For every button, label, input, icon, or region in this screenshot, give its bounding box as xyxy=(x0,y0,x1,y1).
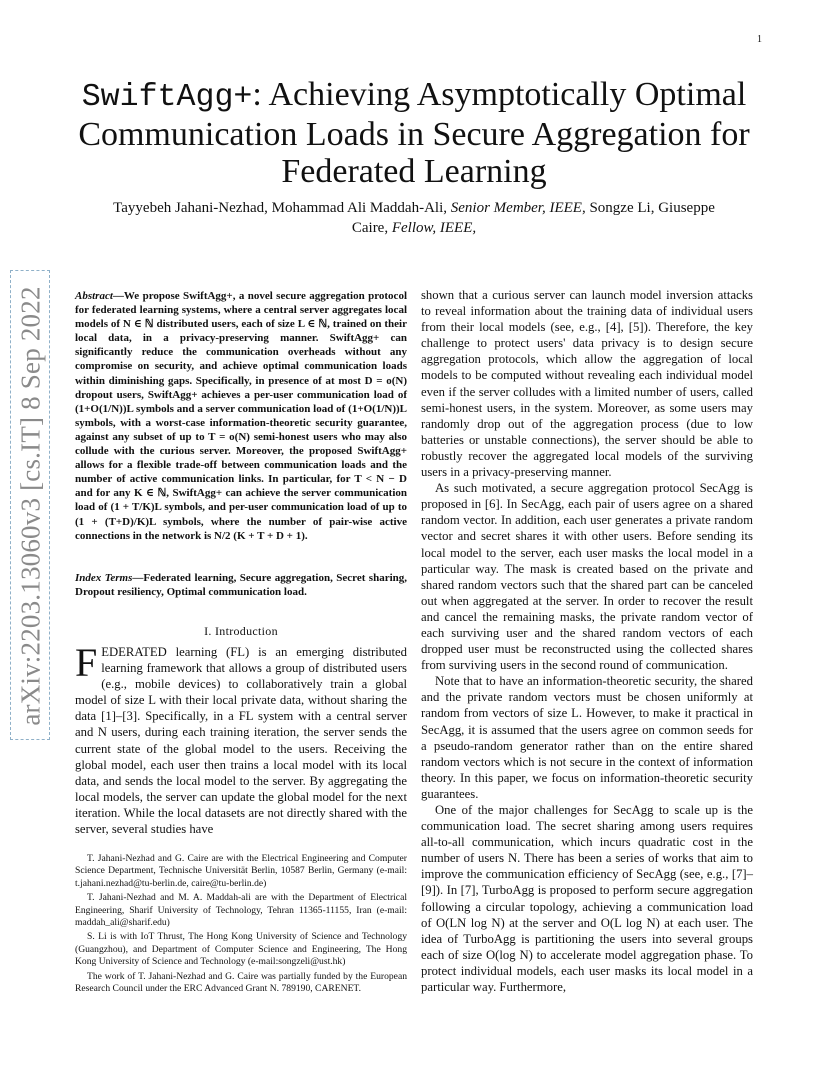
arxiv-id: arXiv:2203.13060v3 [cs.IT] 8 Sep 2022 xyxy=(15,286,46,726)
body-paragraph: As such motivated, a secure aggregation protocol SecAgg is proposed in [6]. In SecAgg, each pair of users agree on a shared random vector. In addition, each user generates a private random vector and secret shares it with other users. Before sending its local model to the server, each user masks the local model in a particular way. The mask is created based on the private and shared random vectors such that the shared part can be canceled out when aggregated at the server. In order to recover the result and cancel the remaining masks, the private random vector of each surviving user and the shared random vectors of each dropped user must be reconstructed using the collected shares from surviving users in the second round of communication. xyxy=(421,481,753,673)
abstract-label: Abstract xyxy=(75,290,113,302)
intro-paragraph xyxy=(75,640,407,837)
abstract xyxy=(75,289,407,543)
footnote: T. Jahani-Nezhad and G. Caire are with the Electrical Engineering and Computer Science Department, Technische Universität Berlin, 10587 Berlin, Germany (e-mail: t.jahani.nezhad@tu-berlin.de, caire@tu-berlin.de) xyxy=(75,853,407,889)
index-terms-text: —Federated learning, Secure aggregation, Secret sharing, Dropout resiliency, Optimal communication load. xyxy=(75,572,407,599)
abstract-text: —We propose SwiftAgg+, a novel secure aggregation protocol for federated learning systems, where a central server aggregates local models of N ∈ ℕ distributed users, each of size L ∈ ℕ, trained on their local data, in a privacy-preserving manner. SwiftAgg+ can significantly reduce the communication overheads without any compromise on security, and achieve optimal communication loads within diminishing gaps. Specifically, in presence of at most D = o(N) dropout users, SwiftAgg+ achieves a per-user communication load of (1+O(1/N))L symbols and a server communication load of (1+O(1/N))L symbols, with a worst-case information-theoretic security guarantee, against any subset of up to T = o(N) semi-honest users who may also collude with the curious server. Moreover, the proposed SwiftAgg+ allows for a flexible trade-off between communication loads and the number of active communication links. In particular, for T < N − D and for any K ∈ ℕ, SwiftAgg+ can achieve the server communication load of (1 + T/K)L symbols, and per-user communication load of up to (1 + (T+D)/K)L symbols, where the number of pair-wise active connections in the network is N/2 (K + T + D + 1). xyxy=(75,290,407,542)
footnotes xyxy=(75,853,407,997)
title-rest: : Achieving Asymptotically Optimal Communication Loads in Secure Aggregation for Federated Learning xyxy=(78,76,750,190)
right-column xyxy=(421,287,753,995)
body-paragraph: shown that a curious server can launch model inversion attacks to reveal information about the training data of individual users from their local models (see, e.g., [4], [5]). Therefore, the key challenge to protect users' data privacy is to design secure aggregation protocols, which allow the aggregation of local models to be computed without revealing each individual model even if the server colludes with a limited number of users, called semi-honest users, in the system. Moreover, as some users may randomly drop out of the aggregation process (due to low batteries or unstable connections), the server should be able to robustly recover the aggregated local models of the surviving users in a privacy-preserving manner. xyxy=(421,288,753,480)
body-paragraph: One of the major challenges for SecAgg to scale up is the communication load. The secret sharing among users requires all-to-all communication, which incurs quadratic cost in the number of users N. There has been a series of works that aim to improve the communication efficiency of SecAgg (see, e.g., [7]–[9]). In [7], TurboAgg is proposed to perform secure aggregation following a circular topology, achieving a communication load of O(LN log N) at the server and O(L log N) at each user. The idea of TurboAgg is partitioning the users into several groups each of size O(log N) to accelerate model aggregation phase. To protect individual models, each user masks its local model in a particular way. Furthermore, xyxy=(421,803,753,995)
author-text: , Songze Li, Giuseppe xyxy=(581,200,715,216)
body-paragraph: Note that to have an information-theoretic security, the shared and the private random vectors must be chosen uniformly at random from vectors of size L. However, to make it practical in SecAgg, it is assumed that the users agree on common seeds for a pseudo-random generator rather than on the entire shared random vectors which is not secure in the context of information theory. In this paper, we focus on information-theoretic security guarantees. xyxy=(421,674,753,801)
author-affil: Fellow, IEEE, xyxy=(391,220,477,236)
arxiv-stamp[interactable] xyxy=(10,270,50,740)
dropcap: F xyxy=(75,640,98,685)
authors xyxy=(80,198,748,238)
index-terms-label: Index Terms xyxy=(75,572,133,584)
footnote: T. Jahani-Nezhad and M. A. Maddah-ali are with the Department of Electrical Engineering, Sharif University of Technology, Tehran 11365-11155, Iran (e-mail: maddah_ali@sharif.edu) xyxy=(75,892,407,929)
author-text: Caire, xyxy=(351,220,392,236)
paper-title xyxy=(60,76,768,190)
footnote: The work of T. Jahani-Nezhad and G. Caire was partially funded by the European Research Council under the ERC Advanced Grant N. 789190, CARENET. xyxy=(75,970,407,995)
page-number: 1 xyxy=(757,34,762,45)
index-terms xyxy=(75,571,407,599)
section-heading: I. Introduction xyxy=(204,624,278,638)
author-affil: Senior Member, IEEE xyxy=(450,200,582,216)
author-text: Tayyebeh Jahani-Nezhad, Mohammad Ali Maddah-Ali, xyxy=(113,200,451,216)
footnote: S. Li is with IoT Thrust, The Hong Kong University of Science and Technology (Guangzhou), and Department of Computer Science and Engineering, The Hong Kong University of Science and Technology (e-mail:songzeli@ust.hk) xyxy=(75,931,407,968)
intro-text: EDERATED learning (FL) is an emerging distributed learning framework that allows a group of distributed users (e.g., mobile devices) to collaboratively train a global model of size L with their local private data, without sharing the data [1]–[3]. Specifically, in a FL system with a central server and N users, during each training iteration, the server sends the current state of the global model to the users. Receiving the global model, each user then trains a local model with its local data, and sends the local model to the server. By aggregating the local models, the server can update the global model for the next iteration. While the local datasets are not directly shared with the server, several studies have xyxy=(75,645,407,837)
title-mono-part: SwiftAgg+ xyxy=(81,80,253,115)
